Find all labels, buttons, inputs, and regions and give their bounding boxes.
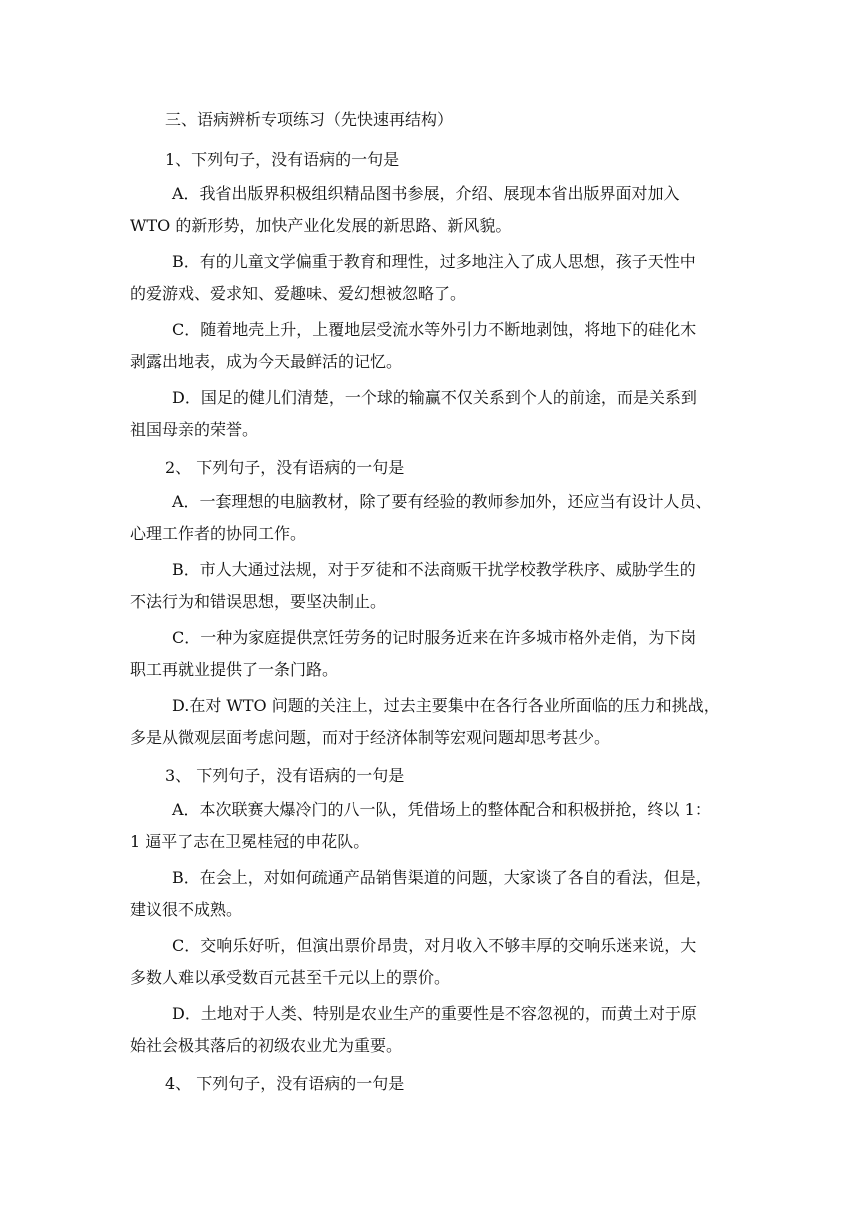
option-line: 多是从微观层面考虑问题，而对于经济体制等宏观问题却思考甚少。 xyxy=(130,728,611,747)
option-line: D．土地对于人类、特别是农业生产的重要性是不容忽视的，而黄土对于原 xyxy=(172,1004,697,1023)
option-line: B．在会上，对如何疏通产品销售渠道的问题，大家谈了各自的看法，但是， xyxy=(172,868,712,887)
option-line: C．随着地壳上升，上覆地层受流水等外引力不断地剥蚀，将地下的硅化木 xyxy=(172,320,697,339)
option-line: 多数人难以承受数百元甚至千元以上的票价。 xyxy=(130,968,451,987)
option-line: 的爱游戏、爱求知、爱趣味、爱幻想被忽略了。 xyxy=(130,284,467,303)
option-line: C．一种为家庭提供烹饪劳务的记时服务近来在许多城市格外走俏，为下岗 xyxy=(172,628,697,647)
option-line: 职工再就业提供了一条门路。 xyxy=(130,660,339,679)
option-line: A．我省出版界积极组织精品图书参展，介绍、展现本省出版界面对加入 xyxy=(172,184,680,203)
question-2-option-b xyxy=(130,554,730,618)
question-2-option-d xyxy=(130,690,730,754)
option-line: 剥露出地表，成为今天最鲜活的记忆。 xyxy=(130,352,403,371)
question-1-option-c xyxy=(130,314,730,378)
question-1-option-a xyxy=(130,178,730,242)
question-3-stem: 3、 下列句子，没有语病的一句是 xyxy=(165,766,405,785)
question-4-stem: 4、 下列句子，没有语病的一句是 xyxy=(165,1074,405,1093)
option-line: WTO 的新形势，加快产业化发展的新思路、新风貌。 xyxy=(130,216,512,235)
option-line: D.在对 WTO 问题的关注上，过去主要集中在各行各业所面临的压力和挑战， xyxy=(172,696,720,715)
question-2-option-a xyxy=(130,486,730,550)
question-3-option-d xyxy=(130,998,730,1062)
option-line: B．市人大通过法规，对于歹徒和不法商贩干扰学校教学秩序、威胁学生的 xyxy=(172,560,696,579)
option-line: 祖国母亲的荣誉。 xyxy=(130,420,259,439)
question-3-option-c xyxy=(130,930,730,994)
option-line: 始社会极其落后的初级农业尤为重要。 xyxy=(130,1036,403,1055)
question-2-option-c xyxy=(130,622,730,686)
option-line: 心理工作者的协同工作。 xyxy=(130,524,307,543)
option-line: 不法行为和错误思想，要坚决制止。 xyxy=(130,592,387,611)
question-1-option-b xyxy=(130,246,730,310)
question-1-option-d xyxy=(130,382,730,446)
option-line: B．有的儿童文学偏重于教育和理性，过多地注入了成人思想，孩子天性中 xyxy=(172,252,696,271)
question-3-option-b xyxy=(130,862,730,926)
question-1-stem: 1、下列句子，没有语病的一句是 xyxy=(165,150,400,169)
question-3-option-a xyxy=(130,794,730,858)
option-line: C．交响乐好听，但演出票价昂贵，对月收入不够丰厚的交响乐迷来说，大 xyxy=(172,936,697,955)
section-title: 三、语病辨析专项练习（先快速再结构） xyxy=(165,110,454,129)
option-line: 建议很不成熟。 xyxy=(130,900,243,919)
option-line: A．一套理想的电脑教材，除了要有经验的教师参加外，还应当有设计人员、 xyxy=(172,492,712,511)
question-2-stem: 2、 下列句子，没有语病的一句是 xyxy=(165,458,405,477)
option-line: A．本次联赛大爆冷门的八一队，凭借场上的整体配合和积极拼抢，终以 1： xyxy=(172,800,711,819)
option-line: D．国足的健儿们清楚，一个球的输赢不仅关系到个人的前途，而是关系到 xyxy=(172,388,697,407)
option-line: 1 逼平了志在卫冕桂冠的申花队。 xyxy=(130,832,370,851)
